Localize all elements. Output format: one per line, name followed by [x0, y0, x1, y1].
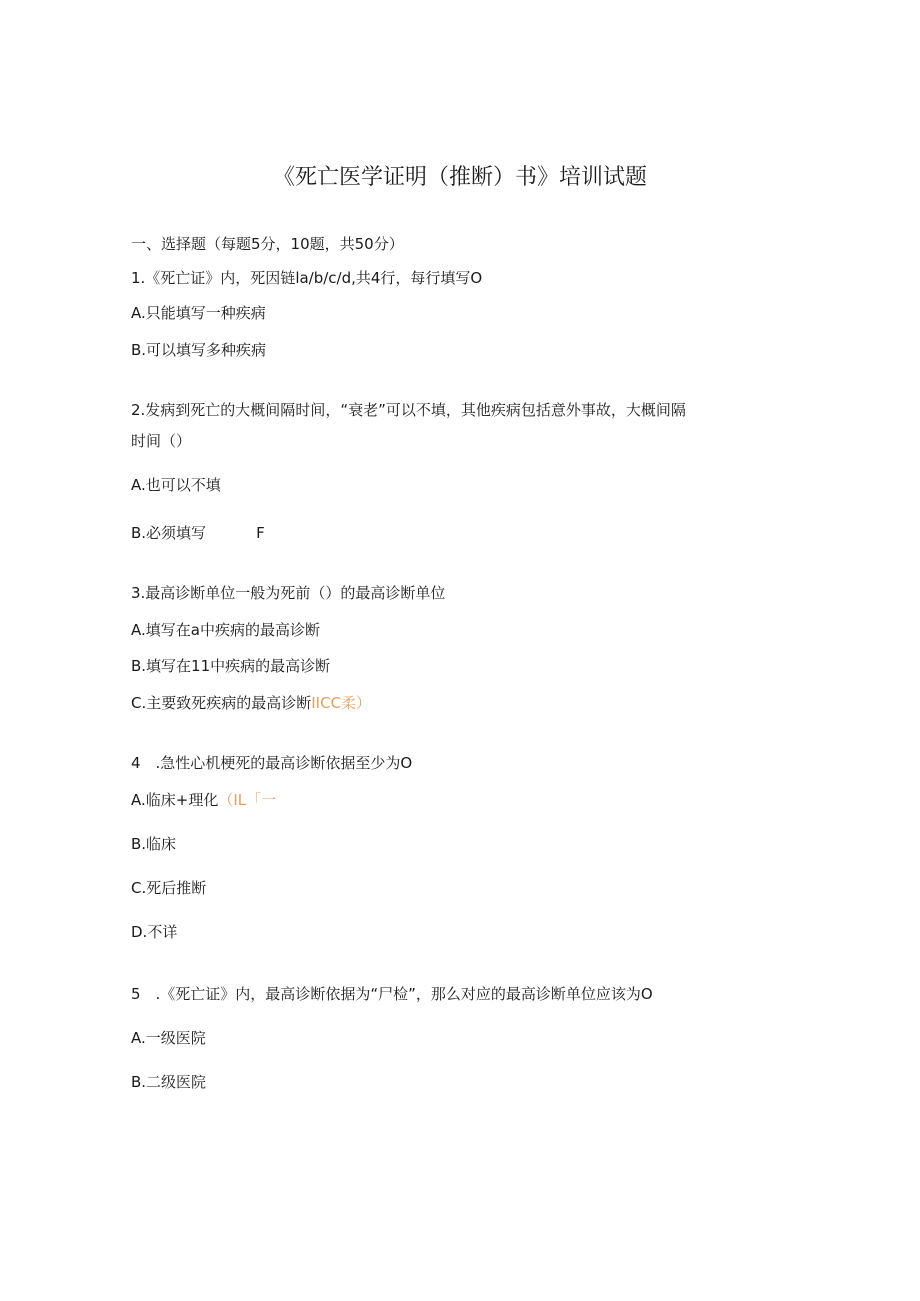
question-1-option-b: B.可以填写多种疾病	[131, 341, 267, 359]
question-4-option-a-suffix: （IL「一	[218, 791, 277, 809]
question-3-option-a: A.填写在a中疾病的最高诊断	[131, 621, 320, 639]
question-4-option-a	[131, 790, 276, 810]
question-1-stem: 1.《死亡证》内，死因链la∕b∕c∕d,共4行，每行填写O	[131, 269, 483, 287]
question-3-stem: 3.最高诊断单位一般为死前（）的最高诊断单位	[131, 584, 446, 602]
question-3-option-c	[131, 693, 371, 713]
question-5-stem: 5 .《死亡证》内，最高诊断依据为“尸检”，那么对应的最高诊断单位应该为O	[131, 985, 653, 1003]
question-4-option-a-text: A.临床+理化	[131, 791, 219, 809]
question-4-stem: 4 .急性心机梗死的最高诊断依据至少为O	[131, 754, 413, 772]
question-5-option-a: A.一级医院	[131, 1029, 206, 1047]
question-2-option-b	[131, 523, 265, 543]
section-header: 一、选择题（每题5分，10题，共50分）	[131, 235, 404, 253]
page-title: 《死亡医学证明（推断）书》培训试题	[272, 165, 647, 190]
question-5-option-b: B.二级医院	[131, 1073, 207, 1091]
question-4-option-d: D.不详	[131, 923, 178, 941]
question-2-option-b-text: B.必须填写	[131, 524, 207, 542]
question-4-option-c: C.死后推断	[131, 879, 207, 897]
question-1-option-a: A.只能填写一种疾病	[131, 304, 266, 322]
question-2-stem-line1: 2.发病到死亡的大概间隔时间，“衰老”可以不填，其他疾病包括意外事故，大概间隔	[131, 401, 686, 419]
question-2-option-a: A.也可以不填	[131, 476, 221, 494]
question-2-mark: F	[256, 524, 265, 542]
question-3-option-b: B.填写在11中疾病的最高诊断	[131, 657, 331, 675]
question-3-option-c-suffix: IICC柔）	[311, 694, 372, 712]
question-4-option-b: B.临床	[131, 835, 177, 853]
question-2-stem-line2: 时间（）	[131, 432, 192, 450]
question-3-option-c-text: C.主要致死疾病的最高诊断	[131, 694, 312, 712]
